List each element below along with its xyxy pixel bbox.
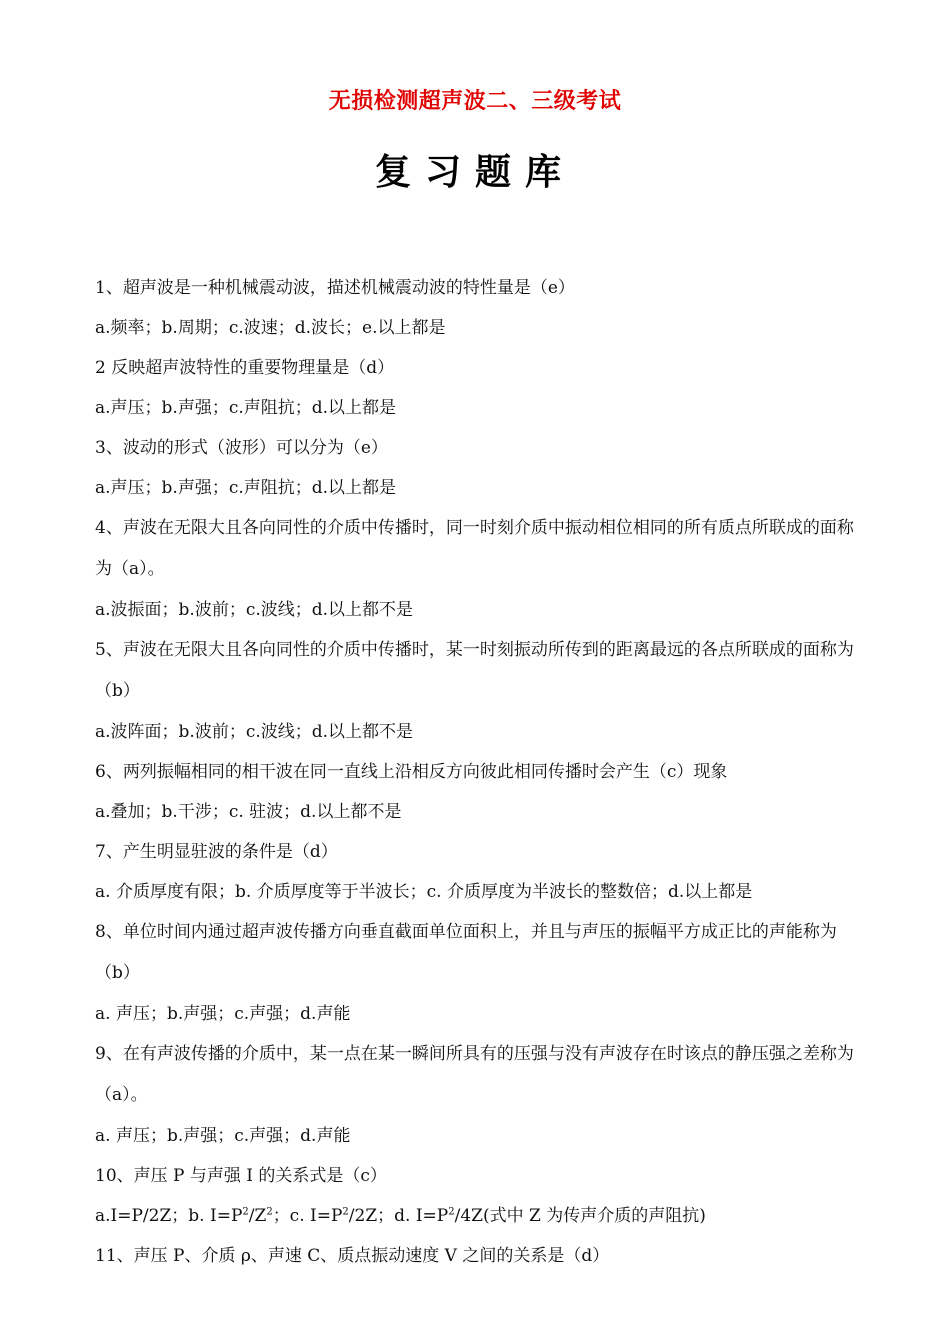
question-7: 7、产生明显驻波的条件是（d） <box>95 842 338 862</box>
formula-text: /Z <box>248 1206 267 1226</box>
question-4: 4、声波在无限大且各向同性的介质中传播时，同一时刻介质中振动相位相同的所有质点所联成的面称为（a）。 <box>95 518 854 579</box>
question-6: 6、两列振幅相同的相干波在同一直线上沿相反方向彼此相同传播时会产生（c）现象 <box>95 762 728 782</box>
question-1: 1、超声波是一种机械震动波，描述机械震动波的特性量是（e） <box>95 278 575 298</box>
question-3: 3、波动的形式（波形）可以分为（e） <box>95 438 388 458</box>
formula-text: /4Z(式中 Z 为传声介质的声阻抗) <box>454 1206 706 1226</box>
options-5: a.波阵面；b.波前；c.波线；d.以上都不是 <box>95 722 414 742</box>
question-9: 9、在有声波传播的介质中，某一点在某一瞬间所具有的压强与没有声波存在时该点的静压强之差称为（a）。 <box>95 1044 854 1105</box>
superscript: 2 <box>242 1206 249 1218</box>
question-2: 2 反映超声波特性的重要物理量是（d） <box>95 358 395 378</box>
options-3: a.声压；b.声强；c.声阻抗；d.以上都是 <box>95 478 397 498</box>
question-10: 10、声压 P 与声强 I 的关系式是（c） <box>95 1166 387 1186</box>
formula-text: /2Z；d. I=P <box>348 1206 449 1226</box>
formula-text: ；c. I=P <box>272 1206 343 1226</box>
document-title: 复习题库 <box>374 151 575 193</box>
options-8: a. 声压；b.声强；c.声强；d.声能 <box>95 1004 351 1024</box>
question-8: 8、单位时间内通过超声波传播方向垂直截面单位面积上，并且与声压的振幅平方成正比的声能称为（b） <box>95 922 837 983</box>
options-10 <box>95 1196 860 1236</box>
options-9: a. 声压；b.声强；c.声强；d.声能 <box>95 1126 351 1146</box>
question-11: 11、声压 P、介质 ρ、声速 C、质点振动速度 V 之间的关系是（d） <box>95 1246 610 1266</box>
options-2: a.声压；b.声强；c.声阻抗；d.以上都是 <box>95 398 397 418</box>
options-7: a. 介质厚度有限；b. 介质厚度等于半波长；c. 介质厚度为半波长的整数倍；d.以上都是 <box>95 882 753 902</box>
superscript: 2 <box>342 1206 349 1218</box>
options-4: a.波振面；b.波前；c.波线；d.以上都不是 <box>95 600 414 620</box>
superscript: 2 <box>448 1206 455 1218</box>
question-5: 5、声波在无限大且各向同性的介质中传播时，某一时刻振动所传到的距离最远的各点所联成的面称为（b） <box>95 640 854 701</box>
question-list <box>95 268 860 1276</box>
options-6: a.叠加；b.干涉；c. 驻波；d.以上都不是 <box>95 802 402 822</box>
formula-text: a.I=P/2Z；b. I=P <box>95 1206 243 1226</box>
options-1: a.频率；b.周期；c.波速；d.波长；e.以上都是 <box>95 318 446 338</box>
superscript: 2 <box>266 1206 273 1218</box>
document-subtitle: 无损检测超声波二、三级考试 <box>328 88 622 114</box>
